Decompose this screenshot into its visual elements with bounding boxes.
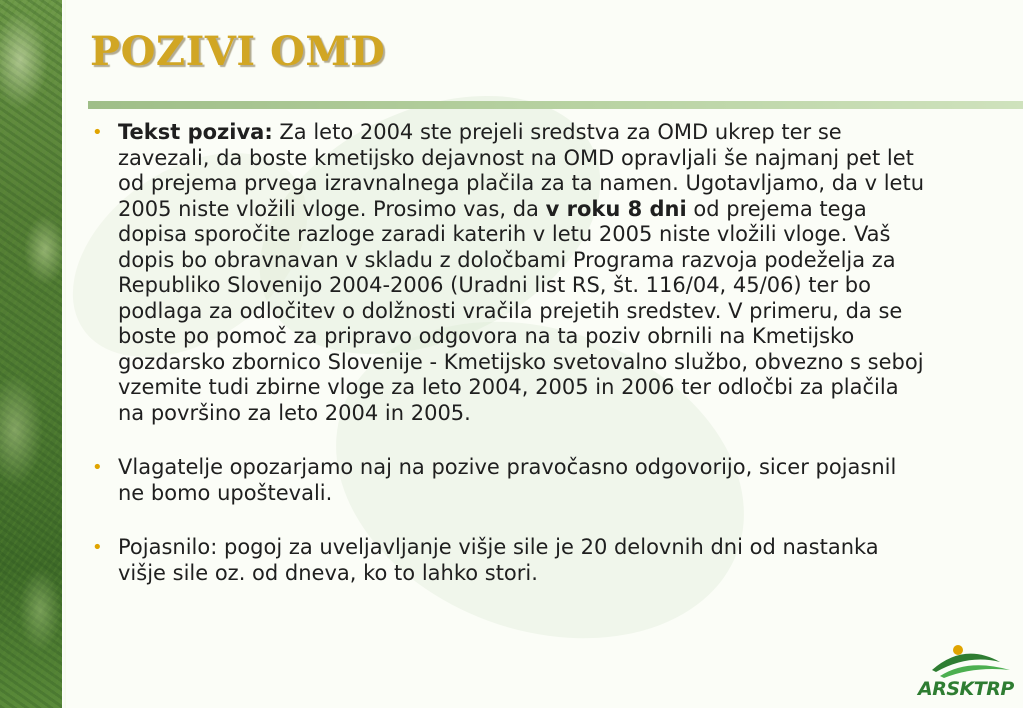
slide-title: POZIVI OMD [90, 28, 386, 75]
title-underline [88, 101, 1023, 109]
bullet-text: Pojasnilo: pogoj za uveljavljanje višje sile je 20 delovnih dni od nastanka višje sile oz. od dneva, ko to lahko stori. [118, 535, 879, 585]
bullet-icon: • [92, 457, 103, 478]
bullet-icon: • [92, 122, 103, 143]
strip-edge [62, 0, 66, 708]
arsktrp-logo [914, 640, 1018, 704]
bullet-text: Vlagatelje opozarjamo naj na pozive pravočasno odgovorijo, sicer pojasnil ne bomo upoštevali. [118, 455, 897, 505]
bullet-text: od prejema tega dopisa sporočite razloge zaradi katerih v letu 2005 niste vložili vloge. Vaš dopis bo obravnavan v skladu z določbami Programa razvoja podeželja za Republiko Slovenijo 2004-2006 (Uradni list RS, št. 116/04, 45/06) ter bo podlaga za odločitev o dolžnosti vračila prejetih sredstev. V primeru, da se boste po pomoč za pripravo odgovora na ta poziv obrnili na Kmetijsko gozdarsko zbornico Slovenije - Kmetijsko svetovalno službo, obvezno s seboj vzemite tudi zbirne vloge za leto 2004, 2005 in 2006 ter odločbi za plačila na površino za leto 2004 in 2005. [118, 196, 924, 425]
bullet-icon: • [92, 537, 103, 558]
bullet-list [92, 120, 927, 586]
bullet-emphasis: v roku 8 dni [545, 196, 687, 221]
bullet-lead: Tekst poziva: [118, 120, 273, 144]
bullet-text: Za leto 2004 ste prejeli sredstva za OMD ukrep ter se zavezali, da boste kmetijsko dejavnost na OMD opravljali še najmanj pet let od prejema prvega izravnalnega plačila za ta namen. Ugotavljamo, da v letu 2005 niste vložili vloge. Prosimo vas, da [118, 120, 925, 221]
bullet-item [92, 455, 927, 506]
logo-text: ARSKTRP [918, 678, 1014, 700]
decorative-grass-strip [0, 0, 62, 708]
bullet-item [92, 535, 927, 586]
logo-swoosh-icon [914, 640, 1018, 680]
bullet-item [92, 120, 927, 426]
